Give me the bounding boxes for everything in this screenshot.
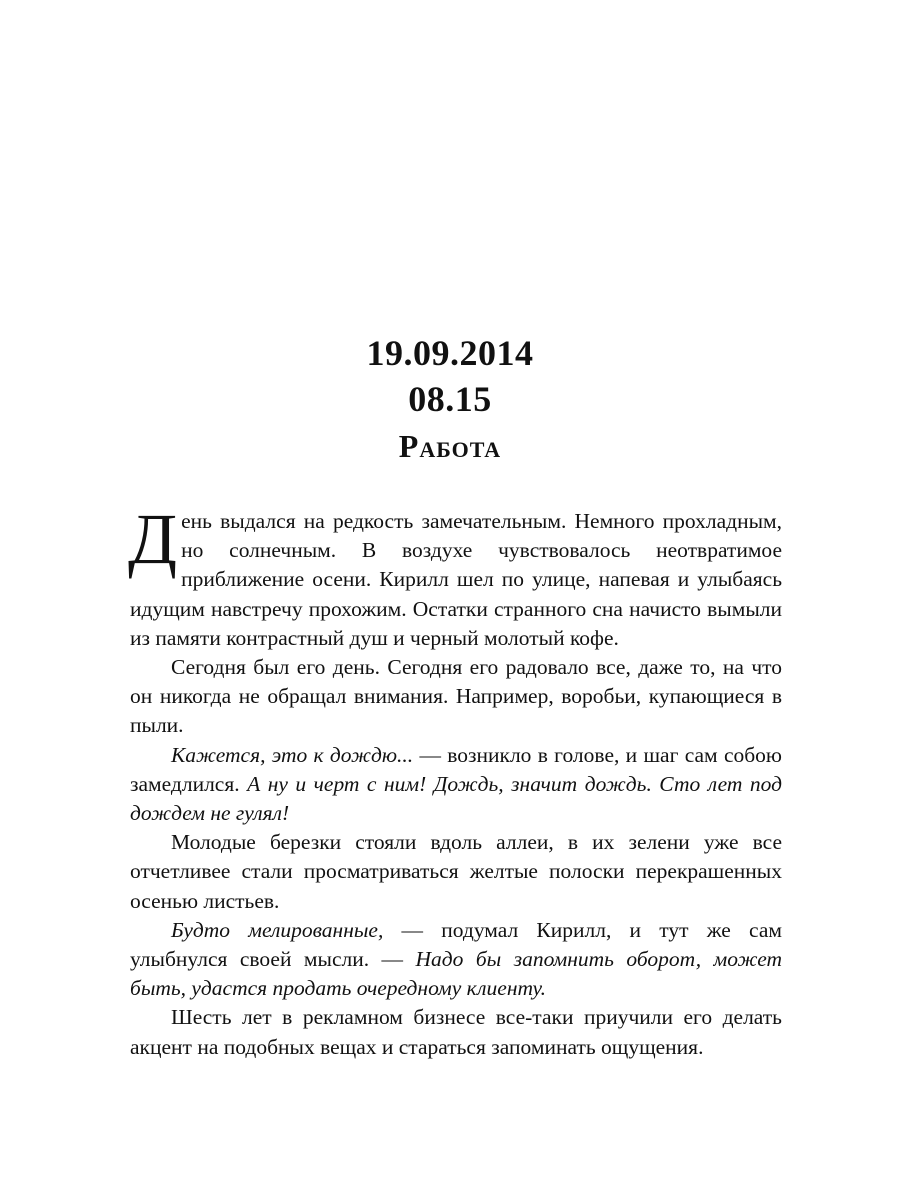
paragraph-3 bbox=[130, 741, 782, 829]
paragraph-5-text-1: — подумал Кирилл, и тут же сам улыбнулся своей мысли. — bbox=[130, 917, 782, 972]
paragraph-6: Шесть лет в рекламном бизнесе все-таки приучили его делать акцент на подобных вещах и стараться запоминать ощущения. bbox=[130, 1005, 782, 1059]
chapter-body bbox=[128, 499, 782, 1062]
paragraph-1 bbox=[128, 499, 782, 653]
chapter-title: Работа bbox=[398, 428, 502, 464]
chapter-heading bbox=[0, 330, 900, 470]
paragraph-3-italic-2: А ну и черт с ним! Дождь, значит дождь. Сто лет под дождем не гулял! bbox=[130, 771, 782, 826]
paragraph-5-italic-2: Надо бы запомнить оборот, может быть, удастся продать очередному клиенту. bbox=[130, 947, 782, 1001]
chapter-time: 08.15 bbox=[408, 379, 492, 419]
paragraph-5-italic-1: Будто мелированные, bbox=[171, 917, 384, 942]
paragraph-5 bbox=[130, 916, 782, 1004]
paragraph-1-text: ень выдался на редкость замечательным. Немного прохладным, но солнечным. В воздухе чувствовалось неотвратимое приближение осени. Кирилл шел по улице, напевая и улыбаясь идущим навстречу прохожим. Остатки странного сна начисто вымыли из памяти контрастный душ и черный молотый кофе. bbox=[130, 509, 782, 650]
paragraph-3-text-1: — возникло в голове, и шаг сам собою замедлился. bbox=[130, 742, 782, 796]
paragraph-3-italic-1: Кажется, это к дождю... bbox=[171, 742, 414, 767]
paragraph-2: Сегодня был его день. Сегодня его радовало все, даже то, на что он никогда не обращал внимания. Например, воробьи, купающиеся в пыли. bbox=[130, 655, 782, 738]
paragraph-4: Молодые березки стояли вдоль аллеи, в их зелени уже все отчетливее стали просматриваться желтые полоски перекрашенных осенью листьев. bbox=[130, 830, 782, 913]
chapter-date: 19.09.2014 bbox=[366, 333, 534, 373]
drop-cap: Д bbox=[128, 499, 178, 579]
